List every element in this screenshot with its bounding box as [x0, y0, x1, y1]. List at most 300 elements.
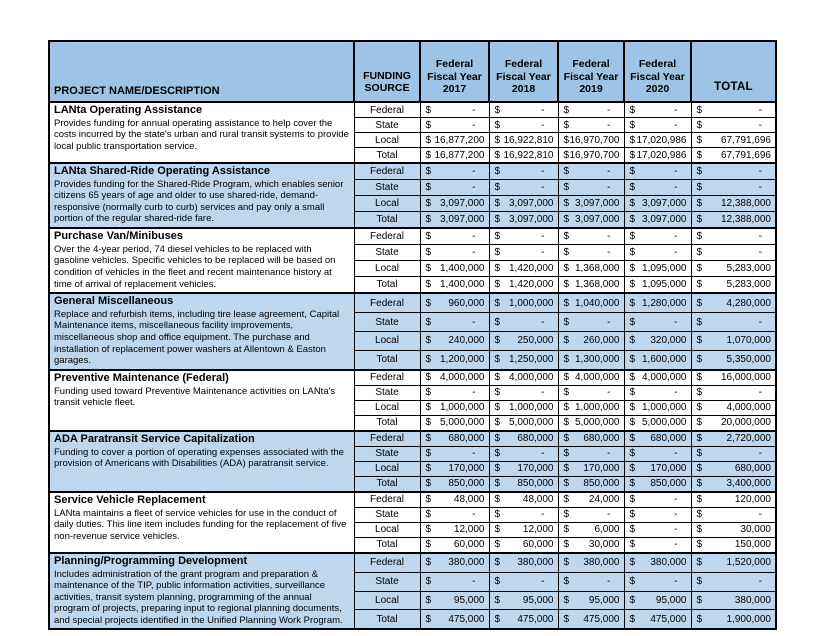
amount-value: 5,000,000	[575, 417, 620, 429]
currency-symbol: $	[425, 402, 432, 414]
currency-symbol: $	[629, 166, 636, 178]
amount-cell-empty	[558, 118, 624, 133]
amount-value: 30,000	[588, 539, 620, 551]
currency-symbol: $	[425, 494, 432, 506]
funding-source-label: Total	[354, 277, 420, 294]
currency-symbol: $	[425, 613, 432, 625]
amount-value: 5,000,000	[642, 417, 687, 429]
currency-symbol: $	[696, 119, 703, 131]
amount-cell-empty	[691, 118, 776, 133]
amount-value: 67,791,696	[720, 134, 771, 146]
amount-value: 1,095,000	[642, 263, 687, 275]
currency-symbol: $	[563, 557, 570, 569]
currency-symbol: $	[494, 166, 501, 178]
amount-cell-empty	[420, 163, 489, 180]
amount-cell	[558, 331, 624, 350]
amount-value: 170,000	[448, 463, 485, 475]
amount-cell	[558, 492, 624, 508]
currency-symbol: $	[563, 198, 570, 209]
amount-value: 12,388,000	[720, 214, 771, 226]
amount-cell	[558, 461, 624, 476]
amount-value: 1,000,000	[440, 402, 485, 414]
amount-value: -	[758, 231, 762, 243]
amount-value: 380,000	[734, 595, 771, 606]
amount-value: -	[607, 316, 611, 328]
amount-cell-empty	[420, 118, 489, 133]
currency-symbol: $	[494, 595, 501, 606]
header-project-name: PROJECT NAME/DESCRIPTION	[49, 41, 354, 102]
currency-symbol: $	[696, 387, 703, 399]
amount-value: 850,000	[448, 478, 485, 490]
amount-cell-empty	[558, 245, 624, 261]
currency-symbol: $	[629, 149, 636, 161]
header-year-2020: Federal Fiscal Year 2020	[624, 41, 691, 102]
currency-symbol: $	[629, 297, 636, 309]
amount-cell	[624, 261, 691, 277]
amount-value: 16,877,200	[434, 134, 485, 146]
funding-table-body	[49, 102, 776, 629]
currency-symbol: $	[494, 354, 501, 366]
currency-symbol: $	[494, 494, 501, 506]
amount-value: -	[674, 119, 678, 131]
currency-symbol: $	[563, 576, 570, 588]
funding-source-label: Federal	[354, 163, 420, 180]
amount-cell	[489, 148, 558, 164]
amount-value: 250,000	[517, 335, 554, 347]
amount-value: 16,970,700	[569, 134, 620, 146]
amount-cell-empty	[624, 572, 691, 591]
amount-cell-empty	[624, 245, 691, 261]
currency-symbol: $	[563, 263, 570, 275]
amount-cell-empty	[691, 313, 776, 332]
amount-value: 475,000	[650, 613, 687, 625]
amount-value: -	[607, 104, 611, 116]
amount-cell-empty	[691, 572, 776, 591]
currency-symbol: $	[629, 433, 636, 445]
amount-cell-empty	[691, 102, 776, 118]
amount-value: -	[472, 316, 476, 328]
amount-cell	[624, 212, 691, 229]
funding-row-federal	[49, 102, 776, 118]
currency-symbol: $	[563, 231, 570, 243]
amount-value: 1,520,000	[726, 557, 771, 569]
amount-cell-empty	[420, 507, 489, 522]
amount-value: 3,097,000	[575, 214, 620, 226]
currency-symbol: $	[563, 539, 570, 551]
amount-value: -	[674, 247, 678, 259]
amount-value: -	[674, 182, 678, 194]
amount-value: -	[674, 448, 678, 460]
amount-value: -	[674, 104, 678, 116]
amount-value: 475,000	[517, 613, 554, 625]
currency-symbol: $	[494, 417, 501, 429]
currency-symbol: $	[563, 372, 570, 384]
amount-value: -	[674, 231, 678, 243]
amount-cell	[558, 133, 624, 148]
currency-symbol: $	[494, 316, 501, 328]
amount-value: 4,000,000	[575, 372, 620, 384]
currency-symbol: $	[563, 335, 570, 347]
currency-symbol: $	[629, 335, 636, 347]
amount-cell	[420, 370, 489, 386]
currency-symbol: $	[425, 297, 432, 309]
project-description: Includes administration of the grant program and preparation & maintenance of the TIP, public information activities, surveillance activities, transit system planning, programming of the annual program of projects, preparing input to regional planning documents, and special projects identified in the Unified Planning Work Program.	[54, 568, 343, 626]
amount-value: -	[758, 576, 762, 588]
currency-symbol: $	[425, 214, 432, 226]
amount-value: 850,000	[583, 478, 620, 490]
currency-symbol: $	[425, 595, 432, 606]
amount-value: 3,097,000	[509, 214, 554, 226]
currency-symbol: $	[425, 354, 432, 366]
amount-cell	[420, 261, 489, 277]
funding-source-label: Local	[354, 400, 420, 415]
currency-symbol: $	[696, 557, 703, 569]
amount-cell	[558, 400, 624, 415]
funding-source-label: State	[354, 572, 420, 591]
currency-symbol: $	[425, 387, 432, 399]
amount-cell	[489, 212, 558, 229]
funding-source-label: State	[354, 245, 420, 261]
currency-symbol: $	[696, 279, 703, 291]
funding-source-label: Local	[354, 331, 420, 350]
amount-value: -	[472, 576, 476, 588]
currency-symbol: $	[425, 417, 432, 429]
currency-symbol: $	[425, 104, 432, 116]
amount-cell	[558, 148, 624, 164]
amount-cell	[691, 293, 776, 312]
currency-symbol: $	[563, 595, 570, 606]
currency-symbol: $	[425, 198, 432, 209]
amount-cell	[624, 277, 691, 294]
amount-cell	[624, 461, 691, 476]
amount-cell	[691, 350, 776, 369]
project-description: Provides funding for annual operating assistance to help cover the costs incurred by the state's urban and rural transit systems to provide local public transportation service.	[54, 117, 349, 152]
project-description: LANta maintains a fleet of service vehicles for use in the conduct of daily duties. This line item includes funding for the replacement of five non-revenue service vehicles.	[54, 507, 347, 542]
amount-cell-empty	[420, 180, 489, 196]
currency-symbol: $	[696, 316, 703, 328]
amount-cell	[691, 591, 776, 610]
amount-value: 4,280,000	[726, 297, 771, 309]
amount-value: 5,283,000	[726, 263, 771, 275]
amount-cell	[624, 591, 691, 610]
currency-symbol: $	[696, 354, 703, 366]
amount-value: 3,400,000	[726, 478, 771, 490]
amount-cell-empty	[691, 245, 776, 261]
currency-symbol: $	[696, 402, 703, 414]
currency-symbol: $	[425, 448, 432, 460]
amount-value: -	[541, 509, 545, 521]
funding-source-label: Total	[354, 610, 420, 629]
amount-value: -	[541, 182, 545, 194]
project-description-cell	[49, 102, 354, 163]
amount-cell	[558, 553, 624, 572]
amount-cell	[489, 261, 558, 277]
amount-value: 170,000	[583, 463, 620, 475]
amount-value: -	[674, 524, 678, 536]
currency-symbol: $	[696, 104, 703, 116]
amount-value: -	[758, 247, 762, 259]
funding-source-label: State	[354, 446, 420, 461]
amount-cell	[420, 537, 489, 553]
project-name: LANta Operating Assistance	[54, 104, 203, 116]
amount-cell-empty	[489, 102, 558, 118]
amount-value: 17,020,986	[636, 149, 687, 161]
amount-value: 680,000	[448, 433, 485, 445]
amount-value: 680,000	[734, 463, 771, 475]
currency-symbol: $	[425, 247, 432, 259]
currency-symbol: $	[563, 182, 570, 194]
amount-value: -	[541, 119, 545, 131]
currency-symbol: $	[696, 613, 703, 625]
amount-value: 960,000	[448, 297, 485, 309]
currency-symbol: $	[563, 247, 570, 259]
currency-symbol: $	[563, 166, 570, 178]
amount-cell	[420, 277, 489, 294]
amount-cell-empty	[624, 522, 691, 537]
amount-value: -	[758, 119, 762, 131]
amount-value: 4,000,000	[642, 372, 687, 384]
funding-row-federal	[49, 492, 776, 508]
amount-cell-empty	[691, 385, 776, 400]
amount-value: 3,097,000	[642, 198, 687, 209]
amount-value: -	[607, 387, 611, 399]
currency-symbol: $	[563, 433, 570, 445]
amount-cell	[558, 591, 624, 610]
project-description-cell	[49, 492, 354, 553]
funding-source-label: Federal	[354, 228, 420, 245]
currency-symbol: $	[494, 433, 501, 445]
amount-value: 16,922,810	[503, 134, 554, 146]
amount-cell	[691, 133, 776, 148]
amount-value: -	[541, 448, 545, 460]
amount-cell	[489, 476, 558, 492]
amount-cell	[420, 553, 489, 572]
amount-cell	[691, 553, 776, 572]
currency-symbol: $	[494, 557, 501, 569]
funding-source-label: Federal	[354, 431, 420, 447]
amount-cell-empty	[420, 572, 489, 591]
amount-value: 5,000,000	[440, 417, 485, 429]
amount-value: -	[472, 166, 476, 178]
funding-row-federal	[49, 431, 776, 447]
project-name: Service Vehicle Replacement	[54, 493, 206, 506]
currency-symbol: $	[696, 198, 703, 209]
amount-cell-empty	[624, 180, 691, 196]
currency-symbol: $	[563, 387, 570, 399]
amount-cell	[624, 148, 691, 164]
amount-cell	[489, 331, 558, 350]
funding-source-label: Federal	[354, 102, 420, 118]
funding-row-federal	[49, 293, 776, 312]
amount-value: 16,970,700	[569, 149, 620, 161]
amount-value: 95,000	[522, 595, 554, 606]
amount-cell	[624, 331, 691, 350]
currency-symbol: $	[425, 557, 432, 569]
currency-symbol: $	[425, 576, 432, 588]
currency-symbol: $	[494, 263, 501, 275]
currency-symbol: $	[494, 104, 501, 116]
currency-symbol: $	[696, 214, 703, 226]
funding-source-label: Local	[354, 261, 420, 277]
amount-value: -	[541, 316, 545, 328]
amount-value: 95,000	[453, 595, 485, 606]
amount-value: 60,000	[522, 539, 554, 551]
amount-cell	[624, 610, 691, 629]
currency-symbol: $	[629, 524, 636, 536]
currency-symbol: $	[563, 448, 570, 460]
currency-symbol: $	[494, 463, 501, 475]
currency-symbol: $	[425, 231, 432, 243]
amount-value: -	[472, 509, 476, 521]
currency-symbol: $	[629, 448, 636, 460]
amount-value: 380,000	[517, 557, 554, 569]
currency-symbol: $	[696, 433, 703, 445]
currency-symbol: $	[425, 149, 432, 161]
currency-symbol: $	[629, 198, 636, 209]
amount-cell	[558, 212, 624, 229]
currency-symbol: $	[563, 524, 570, 536]
amount-value: 6,000	[594, 524, 620, 536]
amount-value: 12,000	[522, 524, 554, 536]
project-description-cell	[49, 370, 354, 431]
amount-cell-empty	[691, 163, 776, 180]
currency-symbol: $	[425, 433, 432, 445]
currency-symbol: $	[425, 372, 432, 384]
amount-value: 850,000	[517, 478, 554, 490]
amount-value: -	[541, 576, 545, 588]
currency-symbol: $	[629, 263, 636, 275]
currency-symbol: $	[425, 279, 432, 291]
amount-value: -	[607, 509, 611, 521]
project-description: Over the 4-year period, 74 diesel vehicles to be replaced with gasoline vehicles. Specific vehicles to be replaced will be based on condition of vehicles in the fleet and recent maintenance history at time of arrival of replacement vehicles.	[54, 243, 336, 290]
amount-value: -	[607, 448, 611, 460]
amount-cell	[420, 522, 489, 537]
amount-cell-empty	[489, 180, 558, 196]
amount-cell-empty	[558, 507, 624, 522]
currency-symbol: $	[494, 524, 501, 536]
amount-value: 680,000	[583, 433, 620, 445]
currency-symbol: $	[629, 354, 636, 366]
currency-symbol: $	[563, 316, 570, 328]
amount-value: 1,420,000	[509, 279, 554, 291]
amount-cell	[691, 537, 776, 553]
currency-symbol: $	[629, 613, 636, 625]
currency-symbol: $	[494, 182, 501, 194]
amount-value: -	[674, 539, 678, 551]
amount-value: 3,097,000	[509, 198, 554, 209]
amount-cell-empty	[691, 180, 776, 196]
amount-cell	[691, 212, 776, 229]
amount-value: -	[758, 316, 762, 328]
amount-value: -	[472, 119, 476, 131]
amount-value: 67,791,696	[720, 149, 771, 161]
amount-cell	[558, 350, 624, 369]
amount-cell	[558, 431, 624, 447]
currency-symbol: $	[629, 104, 636, 116]
project-description-cell	[49, 293, 354, 370]
amount-cell	[420, 331, 489, 350]
amount-value: 1,000,000	[509, 297, 554, 309]
amount-cell	[489, 461, 558, 476]
amount-value: 95,000	[588, 595, 620, 606]
currency-symbol: $	[696, 478, 703, 490]
amount-value: 1,300,000	[575, 354, 620, 366]
amount-value: -	[674, 387, 678, 399]
amount-cell-empty	[420, 102, 489, 118]
amount-value: 5,000,000	[509, 417, 554, 429]
currency-symbol: $	[696, 263, 703, 275]
currency-symbol: $	[696, 417, 703, 429]
amount-value: 120,000	[734, 494, 771, 506]
amount-value: -	[758, 104, 762, 116]
amount-value: 170,000	[650, 463, 687, 475]
project-description-cell	[49, 228, 354, 293]
amount-cell	[691, 431, 776, 447]
header-year-2019: Federal Fiscal Year 2019	[558, 41, 624, 102]
project-name: General Miscellaneous	[54, 295, 174, 308]
amount-cell-empty	[420, 245, 489, 261]
amount-cell-empty	[489, 446, 558, 461]
project-description: Funding to cover a portion of operating expenses associated with the provision of Americans with Disabilities (ADA) paratransit service.	[54, 446, 344, 470]
currency-symbol: $	[696, 182, 703, 194]
amount-value: 475,000	[583, 613, 620, 625]
currency-symbol: $	[425, 478, 432, 490]
currency-symbol: $	[563, 417, 570, 429]
amount-cell	[420, 293, 489, 312]
header-total: TOTAL	[691, 41, 776, 102]
amount-value: 320,000	[650, 335, 687, 347]
amount-value: 3,097,000	[440, 214, 485, 226]
amount-cell	[691, 476, 776, 492]
amount-cell	[489, 522, 558, 537]
currency-symbol: $	[494, 613, 501, 625]
currency-symbol: $	[629, 134, 636, 146]
amount-value: 3,097,000	[575, 198, 620, 209]
funding-source-label: Federal	[354, 553, 420, 572]
amount-value: 240,000	[448, 335, 485, 347]
amount-cell	[691, 461, 776, 476]
currency-symbol: $	[563, 119, 570, 131]
currency-symbol: $	[563, 402, 570, 414]
amount-cell-empty	[558, 228, 624, 245]
funding-row-federal	[49, 553, 776, 572]
currency-symbol: $	[494, 402, 501, 414]
amount-value: -	[541, 247, 545, 259]
currency-symbol: $	[425, 335, 432, 347]
project-description-cell	[49, 163, 354, 228]
currency-symbol: $	[425, 524, 432, 536]
amount-cell-empty	[558, 102, 624, 118]
project-description: Funding used toward Preventive Maintenance activities on LANta's transit vehicle fleet.	[54, 385, 336, 409]
currency-symbol: $	[563, 297, 570, 309]
amount-value: -	[758, 166, 762, 178]
currency-symbol: $	[629, 417, 636, 429]
amount-cell	[420, 476, 489, 492]
amount-value: -	[541, 166, 545, 178]
funding-table	[48, 40, 777, 630]
amount-cell-empty	[691, 228, 776, 245]
amount-cell	[489, 492, 558, 508]
project-description-cell	[49, 553, 354, 630]
currency-symbol: $	[696, 595, 703, 606]
amount-cell	[558, 415, 624, 431]
amount-value: 680,000	[517, 433, 554, 445]
amount-cell-empty	[489, 313, 558, 332]
currency-symbol: $	[494, 478, 501, 490]
amount-cell	[558, 522, 624, 537]
currency-symbol: $	[629, 182, 636, 194]
amount-cell	[691, 400, 776, 415]
